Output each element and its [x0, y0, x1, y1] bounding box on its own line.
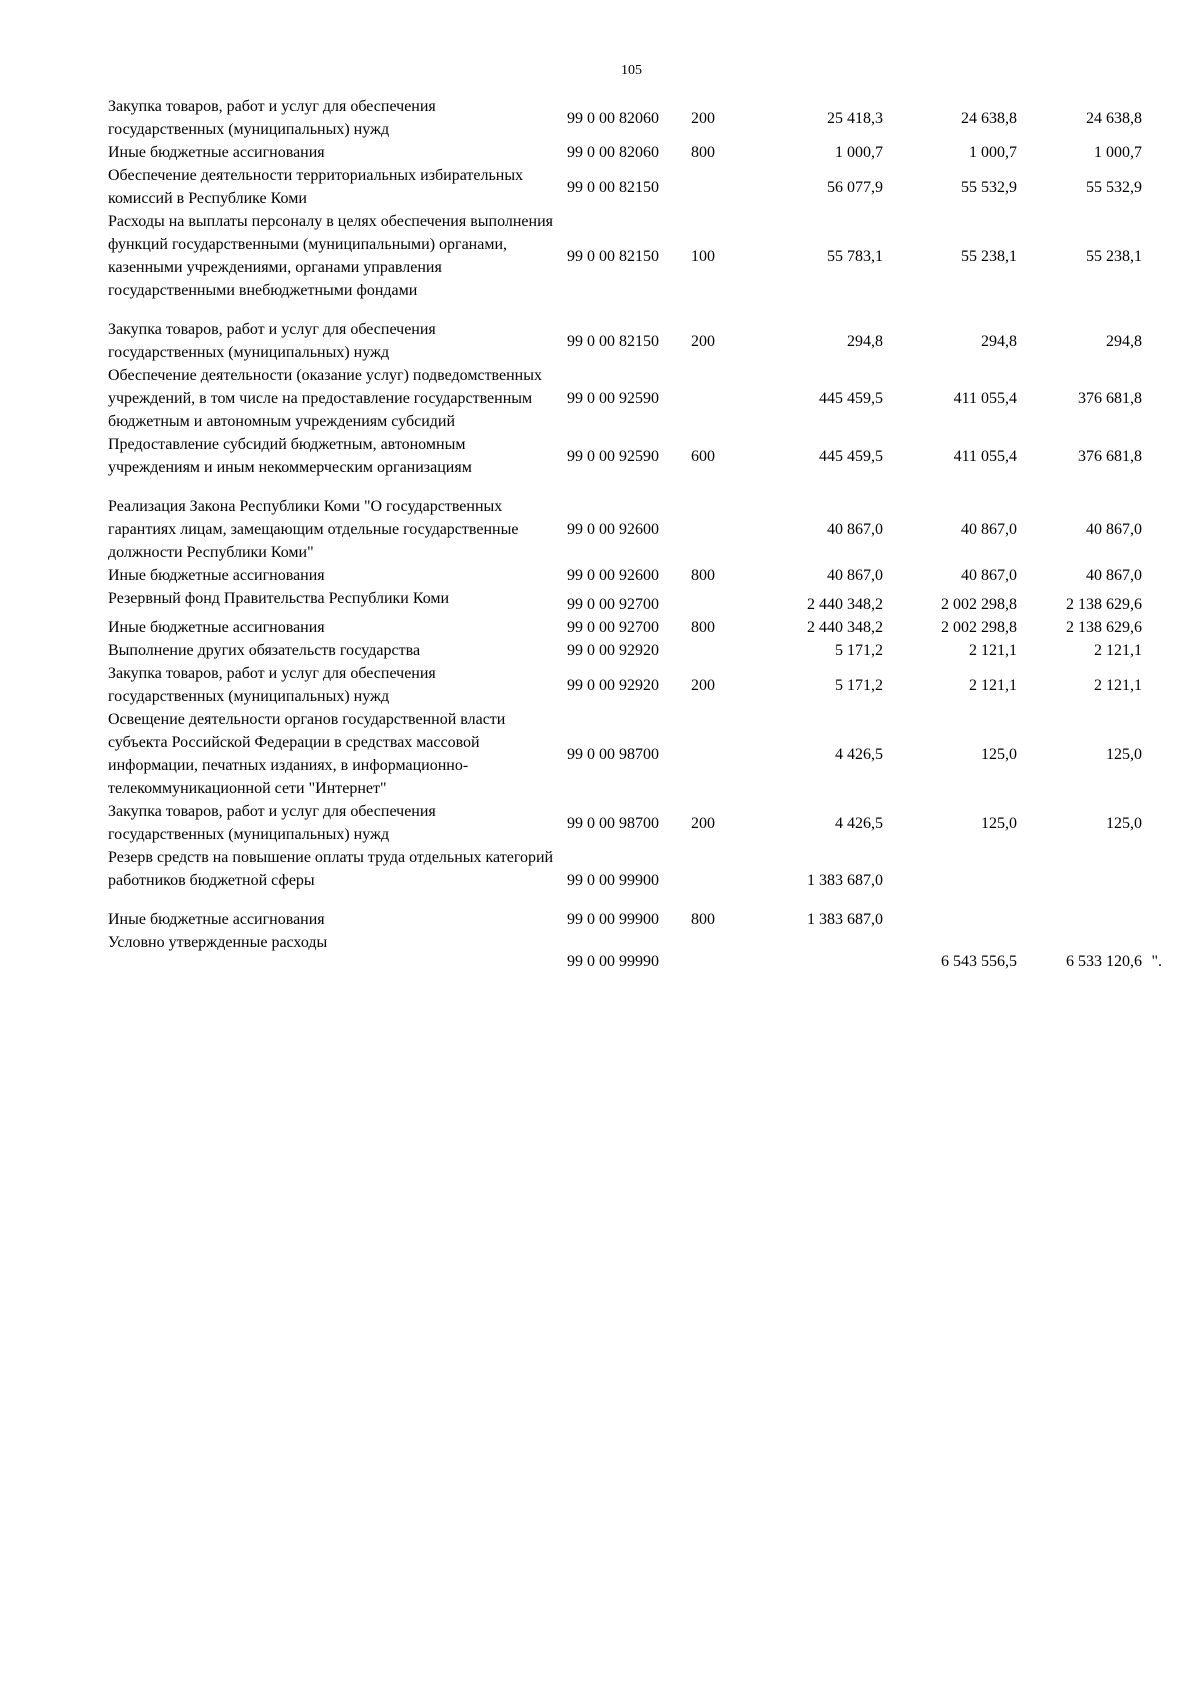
row-amount-2: 24 638,8 — [961, 109, 1017, 127]
table-row — [108, 141, 1143, 164]
row-amount-2: 2 121,1 — [969, 642, 1017, 659]
row-name: Освещение деятельности органов государственной власти субъекта Российской Федерации в средствах массовой информации, печатных изданиях, в информационно-телекоммуникационной сети "Интернет" — [108, 711, 506, 797]
table-row — [108, 433, 1143, 479]
row-amount-3: 2 138 629,6 — [1066, 619, 1142, 636]
row-name: Условно утвержденные расходы — [108, 934, 328, 951]
row-amount-2: 40 867,0 — [961, 521, 1017, 538]
row-code: 99 0 00 99900 — [567, 911, 659, 928]
table-row — [108, 95, 1143, 141]
row-amount-1: 294,8 — [847, 332, 883, 350]
row-code: 99 0 00 98700 — [567, 814, 659, 832]
row-amount-1: 56 077,9 — [827, 178, 883, 196]
table-row — [108, 662, 1143, 708]
row-code: 99 0 00 92700 — [567, 619, 659, 636]
row-amount-1: 4 426,5 — [835, 814, 883, 832]
row-code: 99 0 00 92700 — [567, 596, 659, 613]
row-amount-3: 55 238,1 — [1086, 247, 1142, 265]
row-amount-3: 125,0 — [1106, 814, 1142, 832]
row-amount-1: 25 418,3 — [827, 109, 883, 127]
row-code: 99 0 00 92590 — [567, 447, 659, 465]
row-name: Обеспечение деятельности территориальных избирательных комиссий в Республике Коми — [108, 167, 524, 207]
row-code: 99 0 00 98700 — [567, 745, 659, 763]
row-amount-2: 294,8 — [981, 332, 1017, 350]
row-amount-3: 1 000,7 — [1094, 144, 1142, 161]
table-row — [108, 708, 1143, 800]
row-vr: 800 — [691, 619, 715, 636]
row-vr: 200 — [691, 109, 715, 127]
row-amount-1: 5 171,2 — [835, 676, 883, 694]
row-amount-2: 6 543 556,5 — [941, 953, 1017, 970]
row-code: 99 0 00 99900 — [567, 872, 659, 889]
row-code: 99 0 00 92920 — [567, 676, 659, 694]
row-amount-3-value: 6 533 120,6 — [1066, 953, 1142, 970]
budget-table — [108, 95, 1162, 973]
row-amount-2: 55 532,9 — [961, 178, 1017, 196]
row-amount-1: 40 867,0 — [827, 521, 883, 538]
row-amount-1: 2 440 348,2 — [807, 596, 883, 613]
row-name: Иные бюджетные ассигнования — [108, 619, 325, 636]
row-name: Иные бюджетные ассигнования — [108, 911, 325, 928]
row-amount-1: 1 383 687,0 — [807, 872, 883, 889]
row-amount-1: 5 171,2 — [835, 642, 883, 659]
table-row — [108, 210, 1143, 302]
row-name: Резервный фонд Правительства Республики Коми — [108, 590, 450, 607]
row-vr: 800 — [691, 911, 715, 928]
row-name: Предоставление субсидий бюджетным, автономным учреждениям и иным некоммерческим организациям — [108, 436, 472, 476]
row-amount-1: 445 459,5 — [819, 447, 883, 465]
table-row — [108, 564, 1143, 587]
row-code: 99 0 00 92920 — [567, 642, 659, 659]
row-amount-3: 125,0 — [1106, 745, 1142, 763]
row-vr: 200 — [691, 676, 715, 694]
row-vr: 800 — [691, 567, 715, 584]
row-amount-3: 40 867,0 — [1086, 567, 1142, 584]
row-code: 99 0 00 82150 — [567, 332, 659, 350]
row-amount-2: 2 002 298,8 — [941, 596, 1017, 613]
row-amount-2: 1 000,7 — [969, 144, 1017, 161]
table-row — [108, 587, 1143, 616]
row-name: Закупка товаров, работ и услуг для обеспечения государственных (муниципальных) нужд — [108, 321, 436, 361]
row-amount-3: 376 681,8 — [1078, 390, 1142, 407]
row-amount-3: 2 121,1 — [1094, 676, 1142, 694]
row-amount-1: 1 383 687,0 — [807, 911, 883, 928]
table-row — [108, 318, 1143, 364]
row-amount-2: 2 121,1 — [969, 676, 1017, 694]
row-amount-2: 2 002 298,8 — [941, 619, 1017, 636]
row-vr: 200 — [691, 814, 715, 832]
row-amount-3: 376 681,8 — [1078, 447, 1142, 465]
table-row — [108, 800, 1143, 846]
row-amount-3 — [1017, 950, 1162, 973]
row-code: 99 0 00 92590 — [567, 390, 659, 407]
row-amount-1: 40 867,0 — [827, 567, 883, 584]
table-row — [108, 164, 1143, 210]
table-row — [108, 364, 1143, 433]
row-amount-2: 125,0 — [981, 745, 1017, 763]
row-code: 99 0 00 82060 — [567, 144, 659, 161]
page-number: 105 — [621, 63, 642, 78]
row-name: Закупка товаров, работ и услуг для обеспечения государственных (муниципальных) нужд — [108, 98, 436, 138]
row-vr: 100 — [691, 247, 715, 265]
row-name: Обеспечение деятельности (оказание услуг) подведомственных учреждений, в том числе на предоставление государственным бюджетным и автономным учреждениям субсидий — [108, 367, 542, 430]
row-amount-3: 55 532,9 — [1086, 178, 1142, 196]
row-amount-3: 2 121,1 — [1094, 642, 1142, 659]
table-row — [108, 616, 1143, 639]
table-row — [108, 908, 1143, 931]
row-amount-2: 40 867,0 — [961, 567, 1017, 584]
row-amount-3: 2 138 629,6 — [1066, 596, 1142, 613]
row-name: Закупка товаров, работ и услуг для обеспечения государственных (муниципальных) нужд — [108, 803, 436, 843]
row-amount-1: 445 459,5 — [819, 390, 883, 407]
row-code: 99 0 00 99990 — [567, 953, 659, 970]
table-row — [108, 931, 1162, 973]
row-name: Выполнение других обязательств государства — [108, 642, 421, 659]
row-amount-1: 1 000,7 — [835, 144, 883, 161]
row-amount-2: 411 055,4 — [953, 390, 1017, 407]
row-amount-3: 294,8 — [1106, 332, 1142, 350]
row-code: 99 0 00 82060 — [567, 109, 659, 127]
row-amount-3: 40 867,0 — [1086, 521, 1142, 538]
row-name: Закупка товаров, работ и услуг для обеспечения государственных (муниципальных) нужд — [108, 665, 436, 705]
row-name: Иные бюджетные ассигнования — [108, 144, 325, 161]
table-row — [108, 846, 1143, 892]
table-row — [108, 495, 1143, 564]
table-row — [108, 639, 1143, 662]
row-vr: 200 — [691, 332, 715, 350]
row-amount-2: 125,0 — [981, 814, 1017, 832]
row-code: 99 0 00 82150 — [567, 178, 659, 196]
row-amount-1: 2 440 348,2 — [807, 619, 883, 636]
row-code: 99 0 00 92600 — [567, 567, 659, 584]
closing-quote-mark: ". — [1151, 953, 1162, 970]
row-name: Иные бюджетные ассигнования — [108, 567, 325, 584]
row-amount-2: 55 238,1 — [961, 247, 1017, 265]
row-amount-3: 24 638,8 — [1086, 109, 1142, 127]
row-vr: 800 — [691, 144, 715, 161]
row-name: Расходы на выплаты персоналу в целях обеспечения выполнения функций государственными (муниципальными) органами, казенными учреждениями, органами управления государственными внебюджетными фондами — [108, 213, 553, 299]
row-name: Резерв средств на повышение оплаты труда отдельных категорий работников бюджетной сферы — [108, 849, 554, 889]
row-code: 99 0 00 82150 — [567, 247, 659, 265]
row-amount-2: 411 055,4 — [953, 447, 1017, 465]
row-name: Реализация Закона Республики Коми "О государственных гарантиях лицам, замещающим отдельные государственные должности Республики Коми" — [108, 498, 519, 561]
row-amount-1: 55 783,1 — [827, 247, 883, 265]
row-code: 99 0 00 92600 — [567, 521, 659, 538]
row-amount-1: 4 426,5 — [835, 745, 883, 763]
row-vr: 600 — [691, 447, 715, 465]
